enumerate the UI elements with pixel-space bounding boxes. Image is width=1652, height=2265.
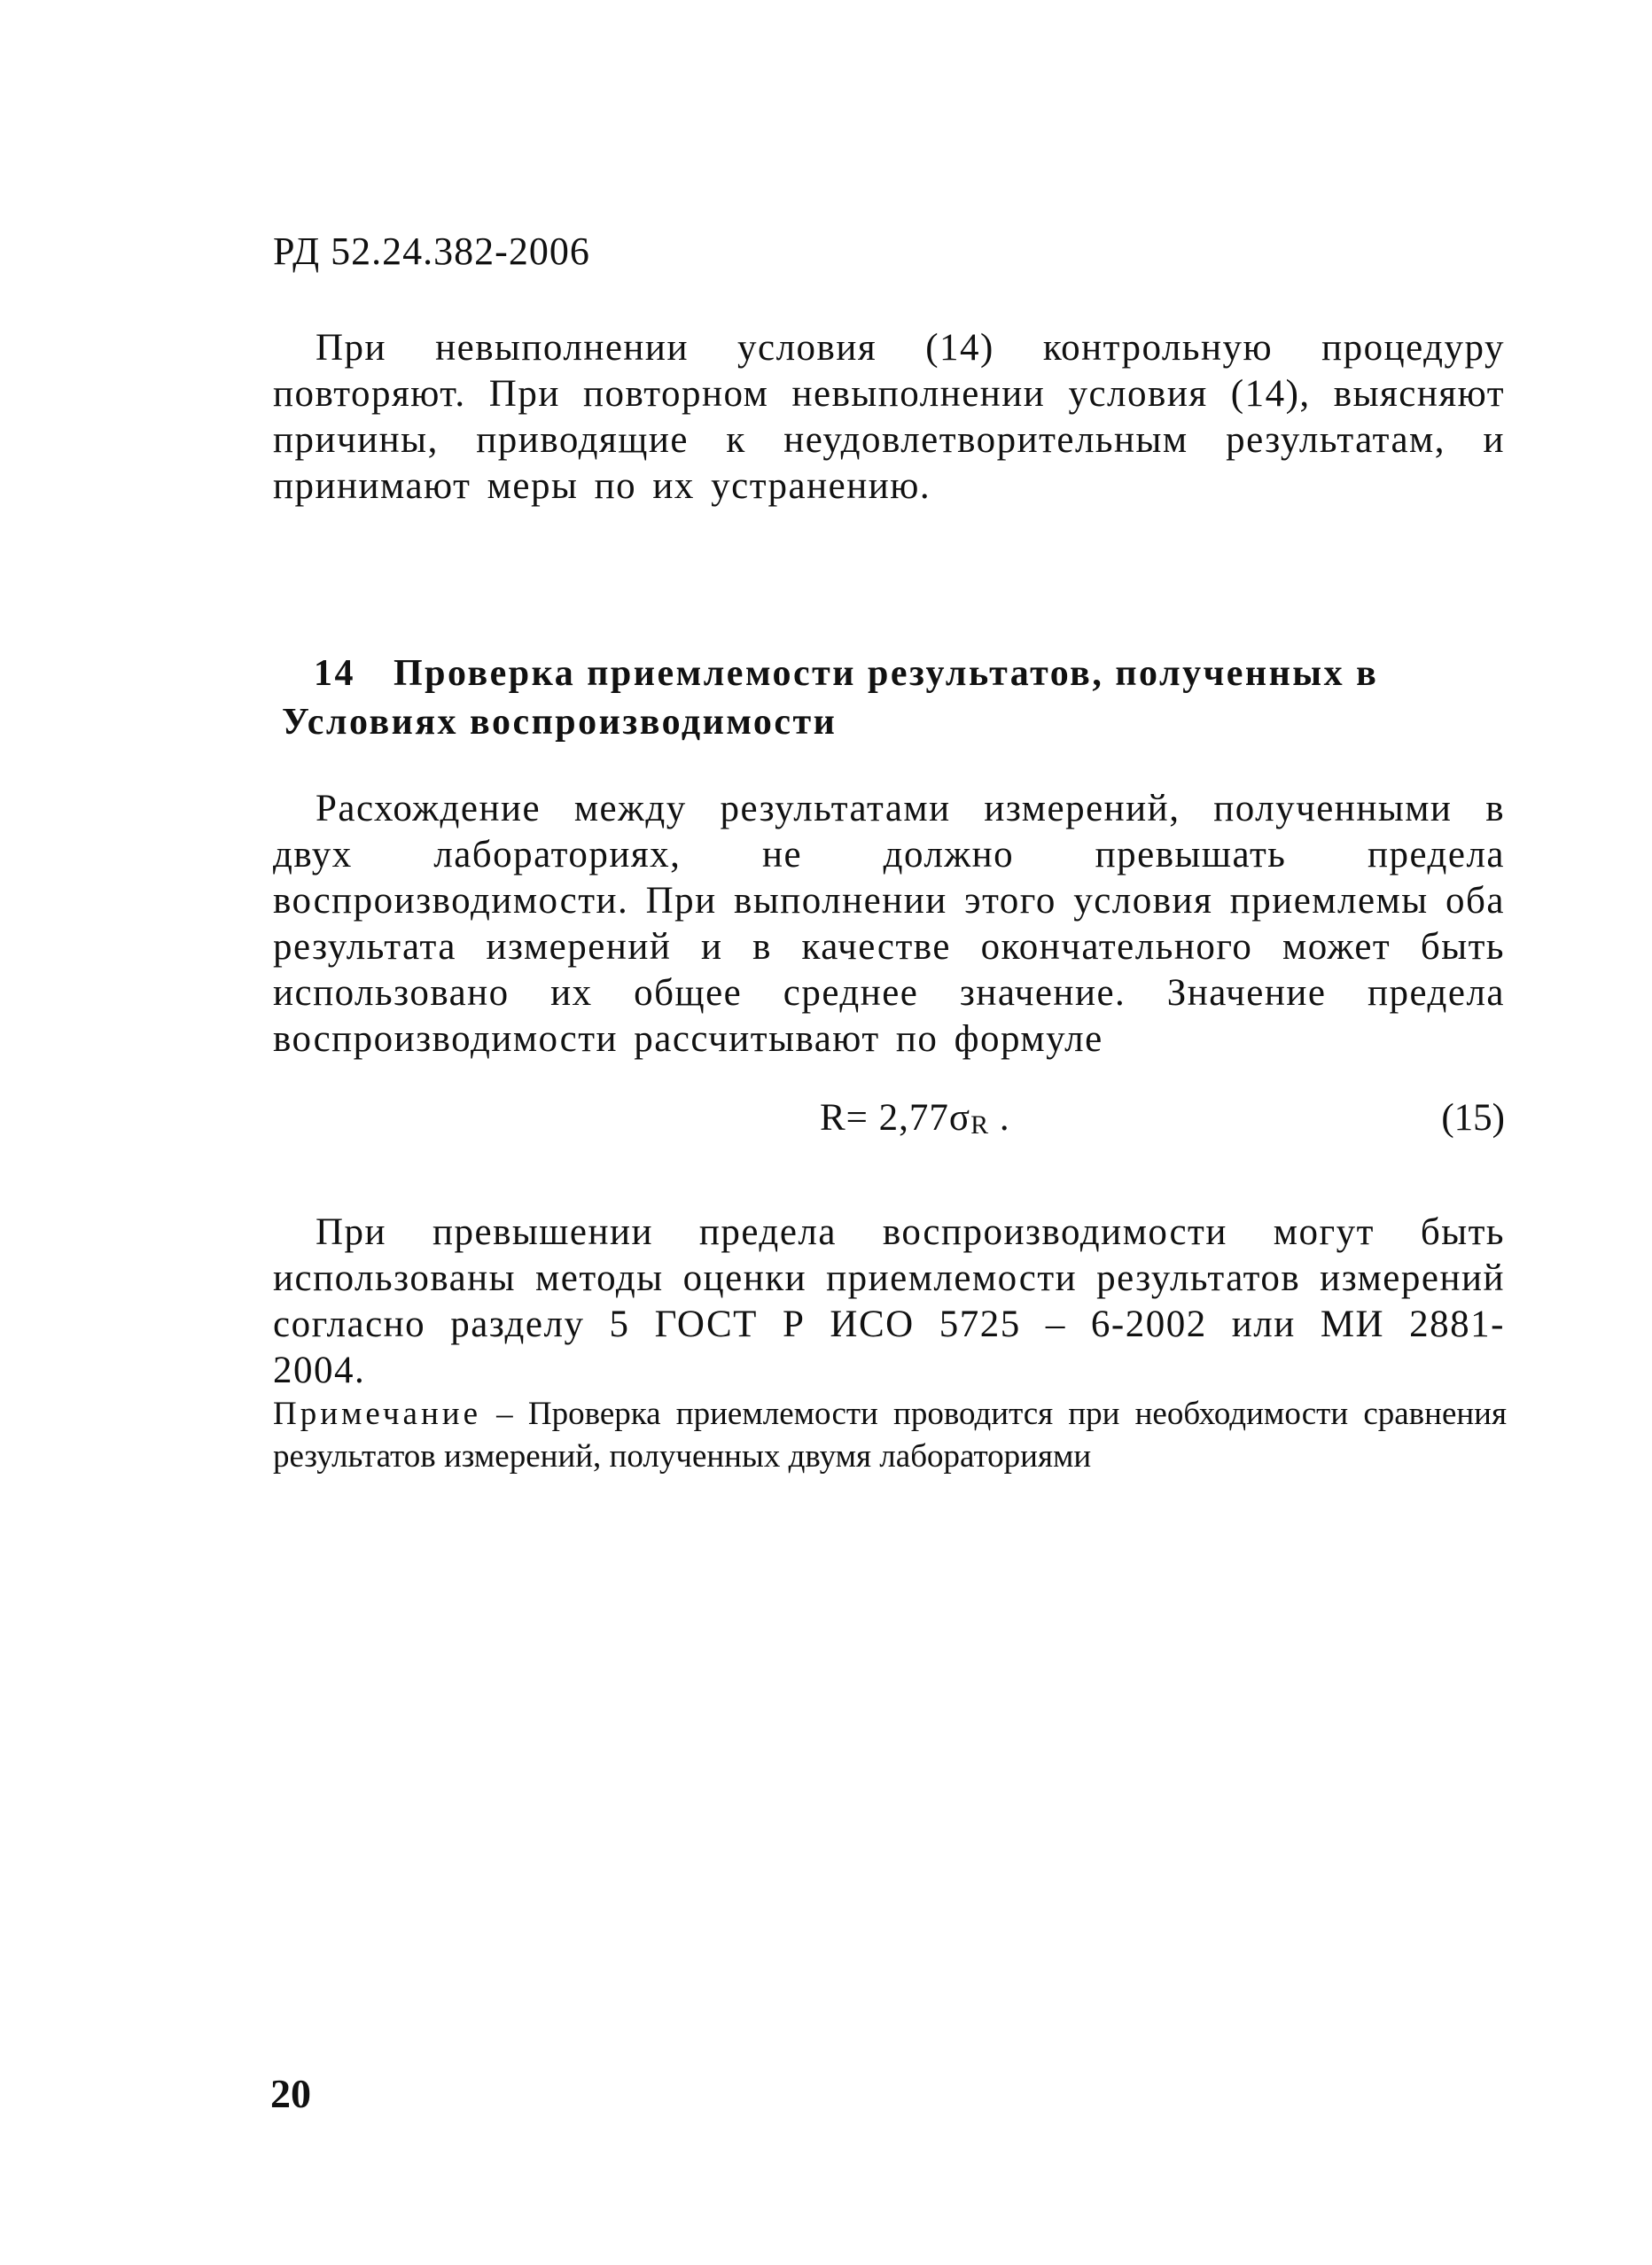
page-number: 20 bbox=[270, 2071, 311, 2116]
equation-number: (15) bbox=[1441, 1097, 1505, 1139]
note-separator: – bbox=[481, 1396, 528, 1432]
paragraph-reproducibility bbox=[273, 786, 1505, 1062]
document-code: РД 52.24.382-2006 bbox=[273, 230, 590, 273]
paragraph-text: Расхождение между результатами измерений, полученными в двух лабораториях, не должно превышать предела воспроизводимости. При выполнении этого условия приемлемы оба результата измерений и в качестве окончательного может быть использовано их общее среднее значение. Значение предела воспроизводимости рассчитывают по формуле bbox=[273, 788, 1505, 1060]
section-heading bbox=[282, 650, 1505, 747]
section-number: 14 bbox=[314, 653, 355, 694]
paragraph-repeat-procedure bbox=[273, 325, 1505, 510]
paragraph-exceeding-limit bbox=[273, 1210, 1505, 1394]
paragraph-text: При превышении предела воспроизводимости могут быть использованы методы оценки приемлемости результатов измерений согласно разделу 5 ГОСТ Р ИСО 5725 – 6-2002 или МИ 2881- 2004. bbox=[273, 1211, 1505, 1391]
note-text: Проверка приемлемости проводится при необходимости сравнения результатов измерений, полученных двумя лабораториями bbox=[273, 1396, 1507, 1475]
formula-subscript: R bbox=[970, 1110, 990, 1140]
note-label: Примечание bbox=[273, 1396, 481, 1432]
paragraph-text: При невыполнении условия (14) контрольную процедуру повторяют. При повторном невыполнении условия (14), выясняют причины, приводящие к неудовлетворительным результатам, и принимают меры по их устранению. bbox=[273, 327, 1505, 507]
formula bbox=[820, 1096, 1010, 1140]
section-title-line-1: Проверка приемлемости результатов, полученных в bbox=[394, 653, 1379, 694]
note bbox=[273, 1393, 1507, 1478]
section-title-line-2: Условиях воспроизводимости bbox=[282, 702, 838, 743]
formula-tail: . bbox=[989, 1097, 1010, 1139]
formula-main: R= 2,77σ bbox=[820, 1097, 971, 1139]
formula-row bbox=[273, 1096, 1505, 1149]
